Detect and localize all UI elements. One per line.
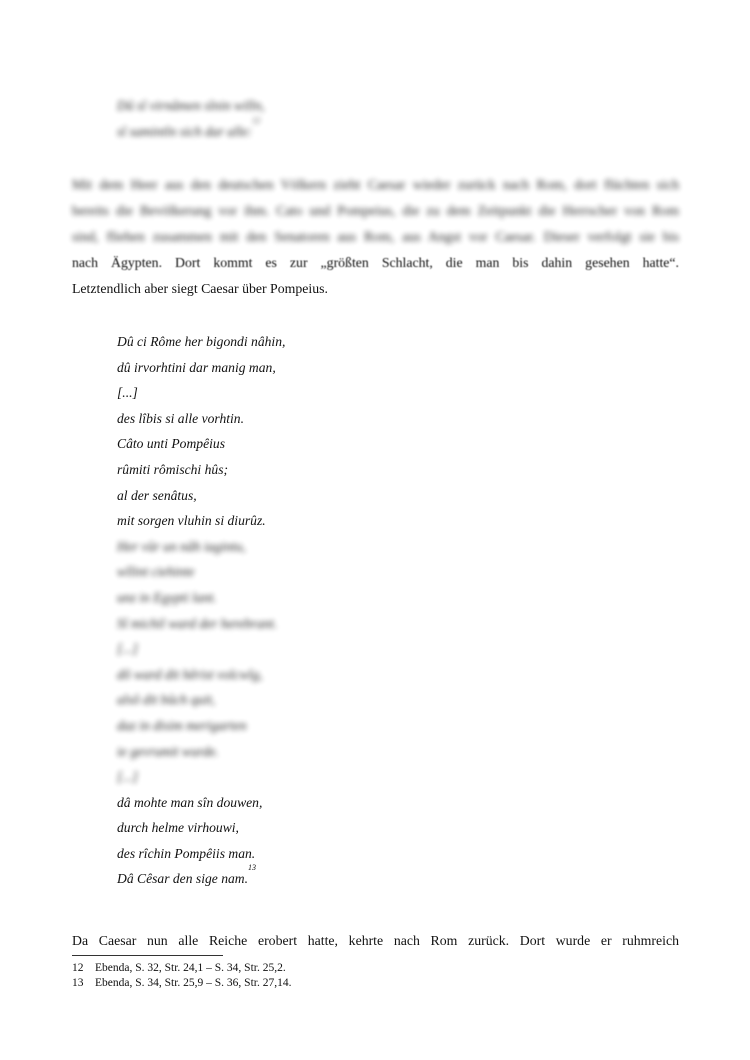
verse-line: [...]: [117, 641, 138, 657]
footnote-ref: 13: [248, 863, 257, 873]
verse-line: [...]: [117, 385, 138, 401]
paragraph-line: Mit dem Heer aus den deutschen Völkern zieht Caesar wieder zurück nach Rom, dort flüchten sich: [72, 177, 679, 192]
verse-line: ie gevrumit wurde.: [117, 743, 219, 759]
verse-line: sî samintîn sich dar alle:$^{12}$: [117, 115, 261, 139]
verse-line: dâ mohte man sîn douwen,: [117, 794, 263, 810]
verse-main-block: [117, 329, 285, 892]
verse-line: daz in disim merigarten: [117, 717, 247, 733]
verse-line: Dû ci Rôme her bigondi nâhin,: [117, 334, 286, 349]
paragraph-line: sind, fliehen zusammen mit den Senatoren aus Rom, aus Angst vor Caesar. Dieser verfolgt sie bis: [72, 229, 679, 244]
verse-line: dû irvorhtini dar manig man,: [117, 359, 276, 375]
footnote: 12 Ebenda, S. 32, Str. 24,1 – S. 34, Str. 25,2.: [72, 962, 286, 974]
verse-line: Câto unti Pompêius: [117, 436, 225, 452]
verse-line: [...]: [117, 769, 138, 785]
verse-line: wîlint ciehinte: [117, 564, 195, 580]
verse-line: Dû sî virnâmen sînin willn,: [117, 98, 265, 113]
verse-line: durch helme virhouwi,: [117, 820, 239, 836]
footnote: 13 Ebenda, S. 34, Str. 25,9 – S. 36, Str. 27,14.: [72, 977, 292, 989]
verse-line: al der senâtus,: [117, 487, 197, 503]
verse-line: Her vûr un nâh iagintu,: [117, 538, 246, 554]
verse-line: dô ward dit hêrist volcwîg,: [117, 666, 263, 682]
verse-line: Sî michil ward der herebrant.: [117, 615, 278, 631]
paragraph-line: bereits die Bevölkerung vor ihm. Cato und Pompeius, die zu dem Zeitpunkt die Herrscher von Rom: [72, 203, 679, 218]
verse-top-block: [117, 93, 265, 144]
paragraph-2: [72, 928, 679, 954]
footnotes: [72, 961, 291, 991]
verse-line: des rîchin Pompêiis man.: [117, 845, 256, 861]
footnote-separator: [72, 955, 223, 956]
verse-line: alsô dit bûch quit,: [117, 692, 216, 708]
verse-line: Dâ Cêsar den sige nam.$^{13}$: [117, 863, 257, 887]
verse-line: mit sorgen vluhin si diurûz.: [117, 513, 266, 529]
paragraph-line: Letztendlich aber siegt Caesar über Pompeius.: [72, 281, 328, 296]
footnote-ref: 12: [252, 115, 261, 125]
paragraph-line: nach Ägypten. Dort kommt es zur „größten Schlacht, die man bis dahin gesehen hatte“.: [72, 255, 679, 270]
verse-line: unz in Egypti lant.: [117, 589, 217, 605]
paragraph-1: [72, 172, 679, 302]
verse-line: rûmiti rômischi hûs;: [117, 461, 229, 477]
verse-line: des lîbis si alle vorhtin.: [117, 410, 245, 426]
paragraph-line: Da Caesar nun alle Reiche erobert hatte, kehrte nach Rom zurück. Dort wurde er ruhmreich: [72, 933, 679, 948]
